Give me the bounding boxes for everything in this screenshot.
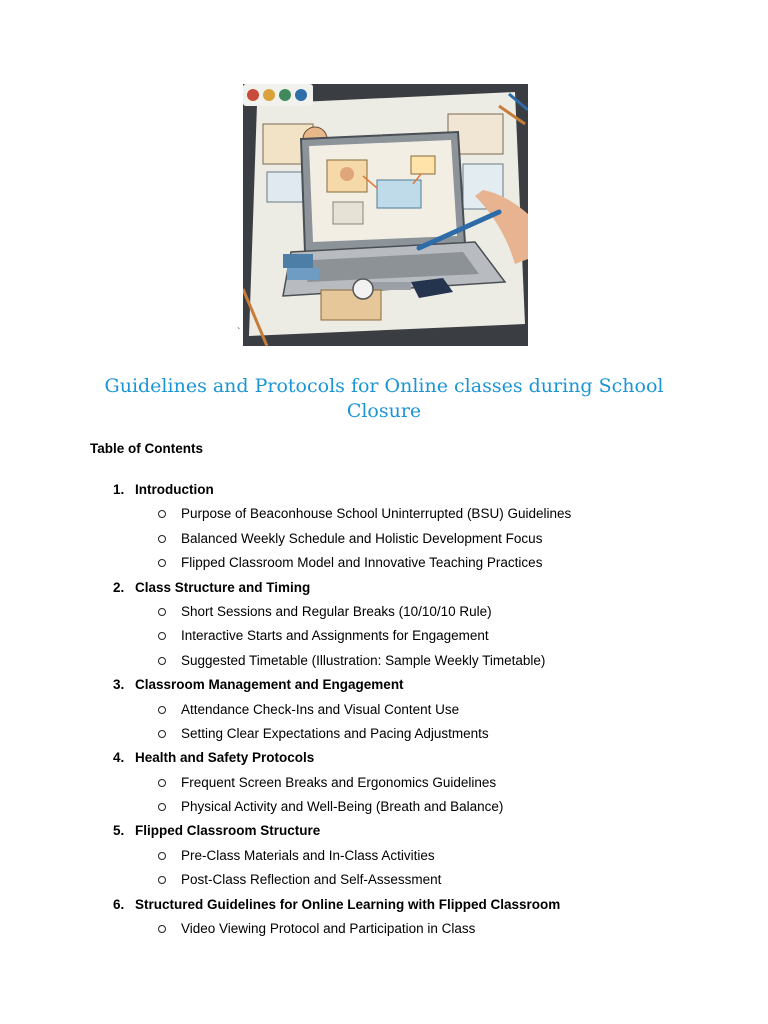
toc-subitem [0, 502, 768, 526]
toc-section-number: 6. [113, 896, 125, 912]
toc-subitem [0, 551, 768, 575]
toc-section [0, 673, 768, 697]
toc-section-title: Class Structure and Timing [135, 579, 311, 595]
toc-section [0, 893, 768, 917]
toc-subitem [0, 698, 768, 722]
toc-subitem-label: Purpose of Beaconhouse School Uninterrupted (BSU) Guidelines [181, 506, 572, 522]
toc-subitem [0, 600, 768, 624]
toc-subitem [0, 917, 768, 941]
toc-section-title: Classroom Management and Engagement [135, 677, 404, 693]
hollow-bullet-icon [158, 803, 166, 811]
toc-subitem-label: Interactive Starts and Assignments for Engagement [181, 628, 489, 644]
toc-subitem-label: Physical Activity and Well-Being (Breath and Balance) [181, 799, 504, 815]
hollow-bullet-icon [158, 706, 166, 714]
toc-subitem-label: Short Sessions and Regular Breaks (10/10/10 Rule) [181, 603, 492, 619]
toc-section [0, 576, 768, 600]
toc-section-title: Health and Safety Protocols [135, 750, 315, 766]
toc-subitem [0, 527, 768, 551]
table-of-contents [0, 478, 768, 941]
toc-subitem [0, 795, 768, 819]
hollow-bullet-icon [158, 510, 166, 518]
hollow-bullet-icon [158, 730, 166, 738]
toc-subitem-label: Frequent Screen Breaks and Ergonomics Guidelines [181, 774, 497, 790]
hollow-bullet-icon [158, 876, 166, 884]
toc-section-title: Structured Guidelines for Online Learning with Flipped Classroom [135, 896, 561, 912]
toc-section-title: Introduction [135, 482, 214, 497]
hollow-bullet-icon [158, 925, 166, 933]
toc-section-title: Flipped Classroom Structure [135, 823, 321, 839]
toc-section-number: 4. [113, 750, 125, 766]
toc-subitem-label: Pre-Class Materials and In-Class Activities [181, 847, 435, 863]
document-title: Guidelines and Protocols for Online classes during School Closure [104, 375, 664, 422]
toc-subitem-label: Setting Clear Expectations and Pacing Adjustments [181, 725, 489, 741]
toc-subitem-label: Post-Class Reflection and Self-Assessment [181, 872, 442, 888]
toc-section [0, 746, 768, 770]
toc-subitem [0, 868, 768, 892]
toc-subitem [0, 722, 768, 746]
hollow-bullet-icon [158, 779, 166, 787]
toc-section-number: 5. [113, 823, 125, 839]
hollow-bullet-icon [158, 632, 166, 640]
toc-subitem-label: Balanced Weekly Schedule and Holistic Development Focus [181, 530, 543, 546]
toc-subitem [0, 649, 768, 673]
toc-section-number: 1. [113, 482, 125, 497]
hollow-bullet-icon [158, 657, 166, 665]
stray-mark: ` [237, 327, 241, 338]
toc-section [0, 478, 768, 502]
hollow-bullet-icon [158, 852, 166, 860]
toc-subitem-label: Video Viewing Protocol and Participation in Class [181, 921, 476, 937]
toc-section-number: 3. [113, 677, 125, 693]
toc-heading: Table of Contents [90, 441, 203, 456]
toc-subitem [0, 624, 768, 648]
toc-section-number: 2. [113, 579, 125, 595]
toc-subitem-label: Flipped Classroom Model and Innovative Teaching Practices [181, 555, 543, 571]
toc-section [0, 819, 768, 843]
hollow-bullet-icon [158, 559, 166, 567]
hollow-bullet-icon [158, 608, 166, 616]
hollow-bullet-icon [158, 535, 166, 543]
toc-subitem [0, 771, 768, 795]
toc-subitem [0, 844, 768, 868]
cover-illustration [243, 84, 528, 346]
toc-subitem-label: Suggested Timetable (Illustration: Sample Weekly Timetable) [181, 652, 546, 668]
toc-subitem-label: Attendance Check-Ins and Visual Content Use [181, 701, 460, 717]
